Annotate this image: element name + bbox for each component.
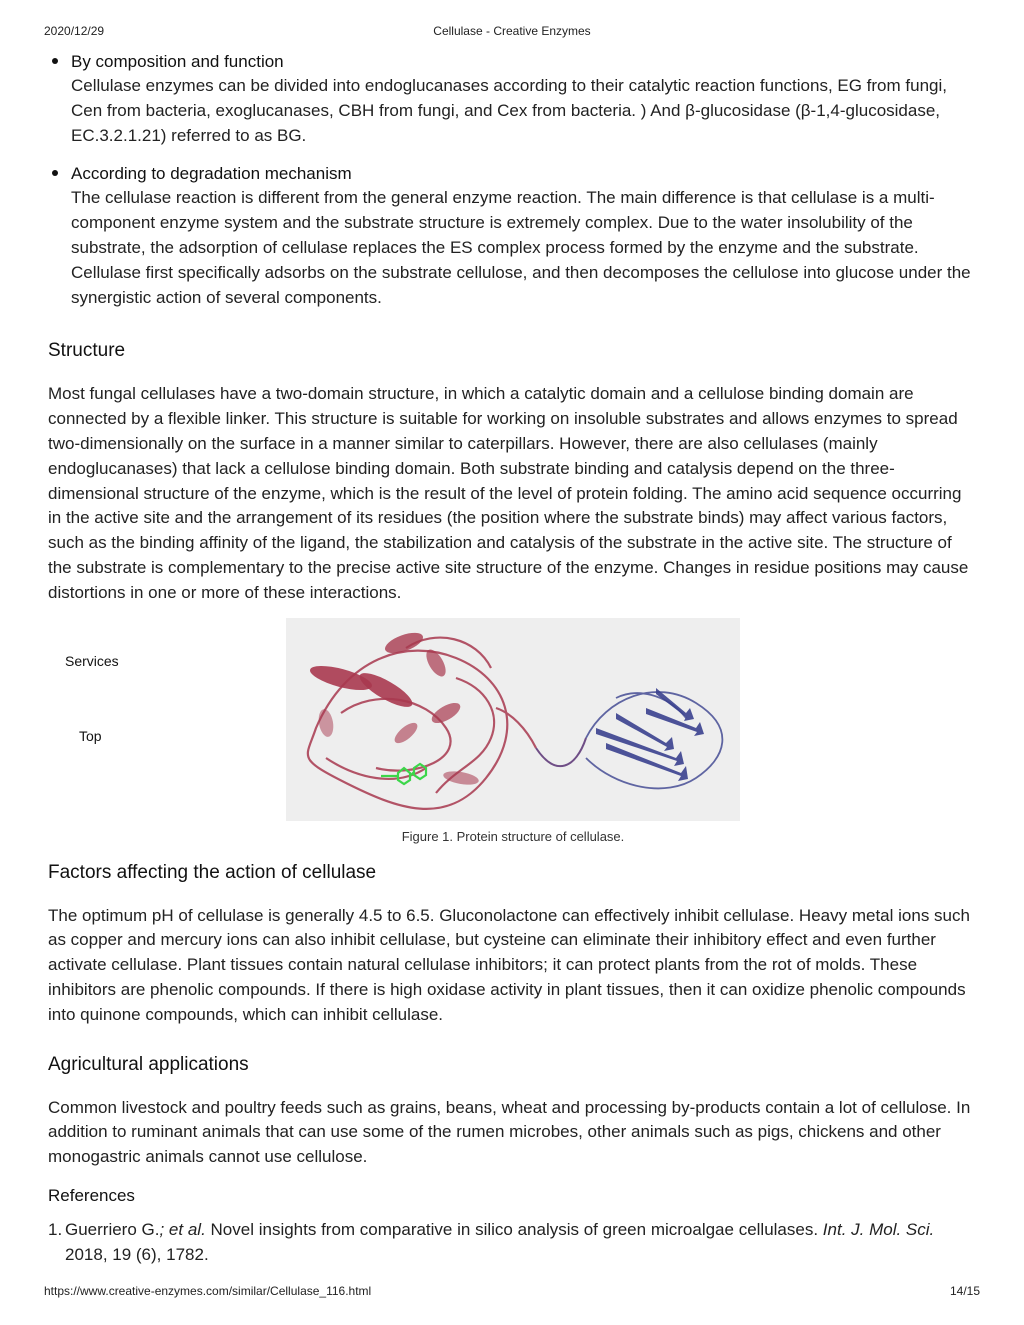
bullet-icon [52,170,58,176]
section-heading-structure: Structure [48,340,126,362]
references-heading: References [48,1185,135,1205]
bullet-icon [52,58,58,64]
bullet-title: By composition and function [71,52,284,71]
agricultural-paragraph: Common livestock and poultry feeds such as grains, beans, wheat and processing by-products contain a lot of cellulose. In addition to ruminant animals that can use some of the rumen microbes, other animals such as pigs, chickens and other monogastric animals cannot use cellulose. [48,1097,971,1167]
section-heading-agricultural: Agricultural applications [48,1053,249,1075]
print-title: Cellulase - Creative Enzymes [433,24,591,38]
print-footer [44,1284,980,1300]
back-to-top-link[interactable]: Top [79,727,102,744]
reference-number: 1. [48,1219,63,1239]
bullet-text: Cellulase enzymes can be divided into endoglucanases according to their catalytic reaction functions, EG from fungi, Cen from bacteria, exoglucanases, CBH from fungi, and Cex from bacteria. ) And β-glucosidase (β-1,4-glucosidase, EC.3.2.1.21) referred to as BG. [71,76,947,145]
reference-item [48,1218,978,1268]
reference-journal: Int. J. Mol. Sci. [822,1219,935,1239]
figure-caption: Figure 1. Protein structure of cellulase. [401,828,625,844]
classification-list [48,50,978,310]
references-list [48,1218,978,1268]
reference-title: Novel insights from comparative in silico analysis of green microalgae cellulases. [205,1219,823,1239]
protein-structure-image [286,618,740,821]
reference-details: 2018, 19 (6), 1782. [65,1244,209,1264]
reference-authors: Guerriero G. [65,1219,160,1239]
article-content [48,50,978,1268]
page-url: https://www.creative-enzymes.com/similar/Cellulase_116.html [44,1284,372,1298]
section-heading-factors: Factors affecting the action of cellulase [48,861,377,883]
list-item [48,162,978,310]
figure [48,618,978,856]
services-link[interactable]: Services [65,652,119,669]
protein-structure-illustration [286,618,740,821]
factors-paragraph: The optimum pH of cellulase is generally 4.5 to 6.5. Gluconolactone can effectively inhibit cellulase. Heavy metal ions such as copper and mercury ions can also inhibit cellulase, but cysteine can eliminate their inhibitory effect and even further activate cellulase. Plant tissues contain natural cellulase inhibitors; it can protect plants from the rot of molds. These inhibitors are phenolic compounds. If there is high oxidase activity in plant tissues, then it can oxidize phenolic compounds into quinone compounds, which can inhibit cellulase. [48,905,970,1024]
bullet-title: According to degradation mechanism [71,164,352,184]
reference-etal: ; et al. [159,1219,206,1239]
page-number: 14/15 [949,1284,980,1298]
print-header [44,24,980,40]
list-item [48,50,978,148]
print-date: 2020/12/29 [44,24,105,38]
bullet-text: The cellulase reaction is different from the general enzyme reaction. The main difference is that cellulase is a multi-component enzyme system and the substrate structure is extremely complex. Due to the water insolubility of the substrate, the adsorption of cellulase replaces the ES complex process formed by the enzyme and the substrate. Cellulase first specifically adsorbs on the substrate cellulose, and then decomposes the cellulose into glucose under the synergistic action of several components. [71,188,971,307]
structure-paragraph: Most fungal cellulases have a two-domain structure, in which a catalytic domain and a cellulose binding domain are connected by a flexible linker. This structure is suitable for working on insoluble substrates and allows enzymes to spread two-dimensionally on the surface in a manner similar to caterpillars. However, there are also cellulases (mainly endoglucanases) that lack a cellulose binding domain. Both substrate binding and catalysis depend on the three-dimensional structure of the enzyme, which is the result of the level of protein folding. The amino acid sequence occurring in the active site and the arrangement of its residues (the position where the substrate binds) may affect various factors, such as the binding affinity of the ligand, the stabilization and catalysis of the substrate in the active site. The structure of the substrate is complementary to the precise active site structure of the enzyme. Changes in residue positions may cause distortions in one or more of these interactions. [48,384,969,602]
